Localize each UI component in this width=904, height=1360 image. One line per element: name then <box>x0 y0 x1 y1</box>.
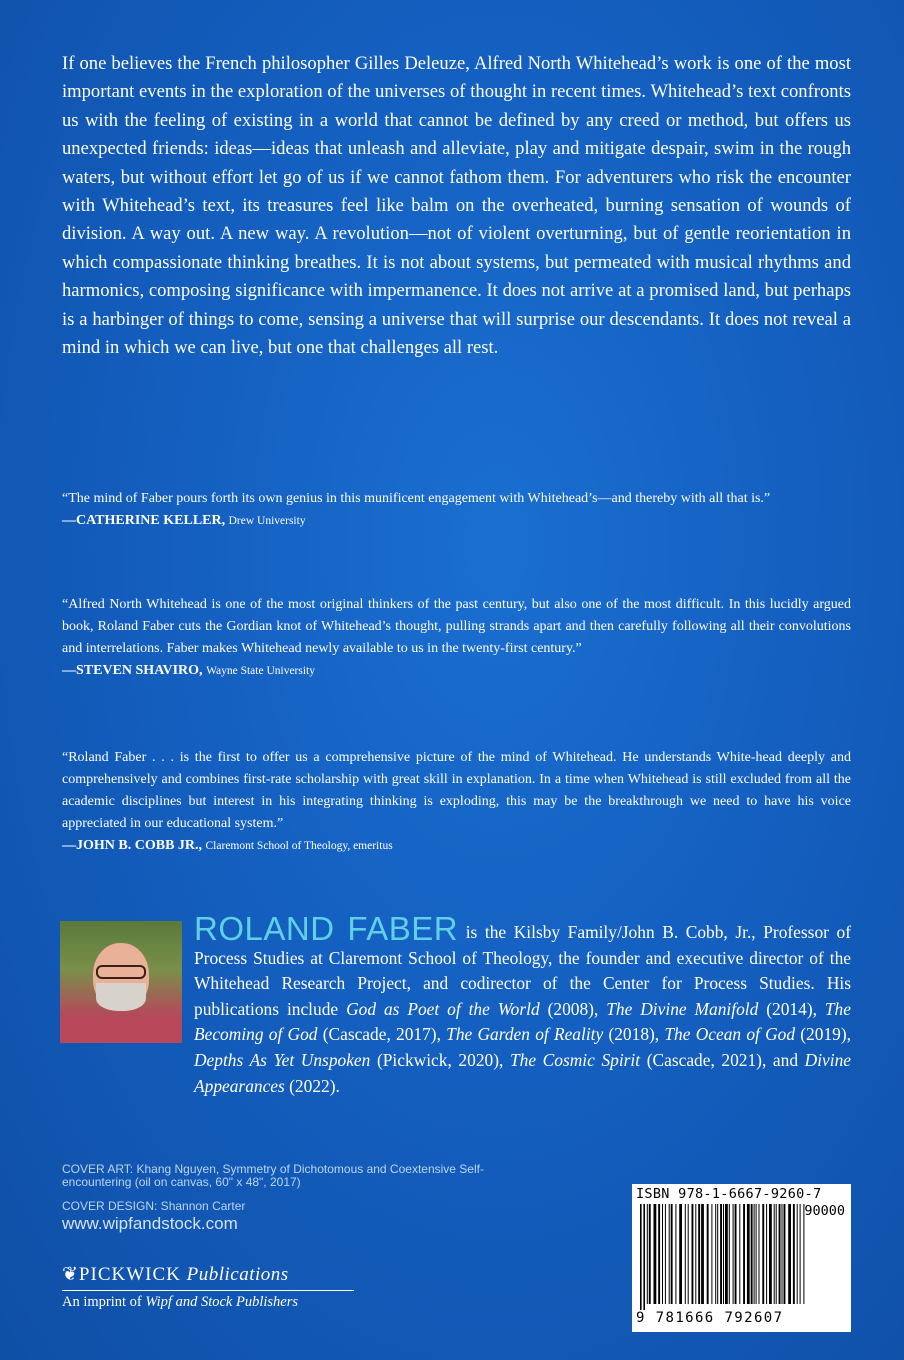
bio-text: (Pickwick, 2020), <box>370 1049 510 1070</box>
endorser-affiliation: Wayne State University <box>206 665 315 677</box>
endorsement-attribution <box>62 510 851 532</box>
bio-text: (2018), <box>603 1024 665 1045</box>
author-bio <box>194 910 852 1099</box>
endorser-name: —STEVEN SHAVIRO, <box>62 663 203 678</box>
endorsement-attribution <box>62 835 851 857</box>
book-title: Depths As Yet Unspoken <box>194 1049 371 1070</box>
endorsement-attribution <box>62 660 851 682</box>
endorsement-quote: “The mind of Faber pours forth its own genius in this munificent engagement with Whitehead’s—and thereby with all that is.” <box>62 491 771 506</box>
bio-text: (2014), <box>758 998 825 1019</box>
isbn-label: ISBN 978-1-6667-9260-7 <box>636 1186 822 1202</box>
endorser-affiliation: Claremont School of Theology, emeritus <box>205 840 393 852</box>
cover-design-credit: COVER DESIGN: Shannon Carter <box>62 1199 246 1213</box>
book-title: The Divine Manifold <box>606 998 759 1019</box>
bio-text: (Cascade, 2017), <box>317 1024 447 1045</box>
imprint-line <box>62 1294 298 1311</box>
bio-text: (2022). <box>284 1075 340 1096</box>
barcode-bars <box>638 1204 808 1310</box>
publisher-name-italic: Publications <box>186 1264 289 1285</box>
book-title: Divine Appearances <box>194 1049 852 1096</box>
bio-text: (2008), <box>539 998 607 1019</box>
cover-art-credit: COVER ART: Khang Nguyen, Symmetry of Dichotomous and Coextensive Self-encountering (oil on canvas, 60" x 48", 2017) <box>62 1162 484 1189</box>
endorsement-keller <box>62 488 851 532</box>
imprint-publisher: Wipf and Stock Publishers <box>145 1294 299 1310</box>
bio-text: (Cascade, 2021), and <box>640 1049 805 1070</box>
barcode-addon: 90000 <box>804 1203 845 1219</box>
book-title: The Garden of Reality <box>446 1024 604 1045</box>
bio-text: (2019), <box>795 1024 851 1045</box>
endorsement-quote: “Roland Faber . . . is the first to offer us a comprehensive picture of the mind of Whitehead. He understands White-head deeply and comprehensively and combines first-rate scholarship with great skill in explanation. In a time when Whitehead is still excluded from all the academic disciplines but interest in his integrating thinking is exploding, this may be the breakthrough we need to have his voice appreciated in our educational system.” <box>62 750 851 831</box>
publisher-mark-icon: ❦ <box>62 1264 79 1285</box>
publisher-divider <box>62 1290 354 1291</box>
endorser-affiliation: Drew University <box>228 515 306 527</box>
book-title: The Becoming of God <box>194 998 851 1045</box>
book-title: The Ocean of God <box>664 1024 796 1045</box>
isbn-barcode <box>632 1184 851 1332</box>
author-photo <box>60 921 182 1043</box>
endorsement-quote: “Alfred North Whitehead is one of the most original thinkers of the past century, but also one of the most difficult. In this lucidly argued book, Roland Faber cuts the Gordian knot of Whitehead’s thought, pulling strands apart and then carefully following all their convolutions and interrelations. Faber makes Whitehead newly available to us in the twenty-first century.” <box>62 597 851 656</box>
publisher-website: www.wipfandstock.com <box>62 1214 238 1233</box>
endorsement-cobb <box>62 747 851 857</box>
publisher-name: PICKWICK <box>78 1264 181 1285</box>
publisher-logo <box>62 1263 289 1286</box>
book-title: The Cosmic Spirit <box>509 1049 641 1070</box>
endorser-name: —JOHN B. COBB JR., <box>62 838 203 853</box>
endorsement-shaviro <box>62 594 851 682</box>
author-name: ROLAND FABER <box>194 910 459 947</box>
endorser-name: —CATHERINE KELLER, <box>62 513 226 528</box>
back-cover-blurb: If one believes the French philosopher Gilles Deleuze, Alfred North Whitehead’s work is one of the most important events in the exploration of the universes of thought in recent times. Whitehead’s text confronts us with the feeling of existing in a world that cannot be defined by any creed or method, but offers us unexpected friends: ideas—ideas that unleash and alleviate, play and mitigate despair, swim in the rough waters, but without effort let go of us if we cannot fathom them. For adventurers who risk the encounter with Whitehead’s text, its treasures feel like balm on the overheated, burning sensation of wounds of division. A way out. A new way. A revolution—not of violent overturning, but of gentle reorientation in which compassionate thinking breathes. It is not about systems, but permeated with musical rhythms and harmonics, composing significance with impermanence. It does not arrive at a promised land, but perhaps is a harbinger of things to come, sensing a universe that will surprise our descendants. It does not reveal a mind in which we can live, but one that challenges all rest. <box>62 53 851 359</box>
imprint-prefix: An imprint of <box>62 1294 146 1310</box>
barcode-digits: 9 781666 792607 <box>636 1310 784 1326</box>
book-title: God as Poet of the World <box>346 998 540 1019</box>
bio-text: is the Kilsby Family/John B. Cobb, Jr., Professor of Process Studies at Claremont School of Theology, the founder and executive director of the Whitehead Research Project, and codirector of the Center for Process Studies. His publications include <box>194 922 851 1019</box>
